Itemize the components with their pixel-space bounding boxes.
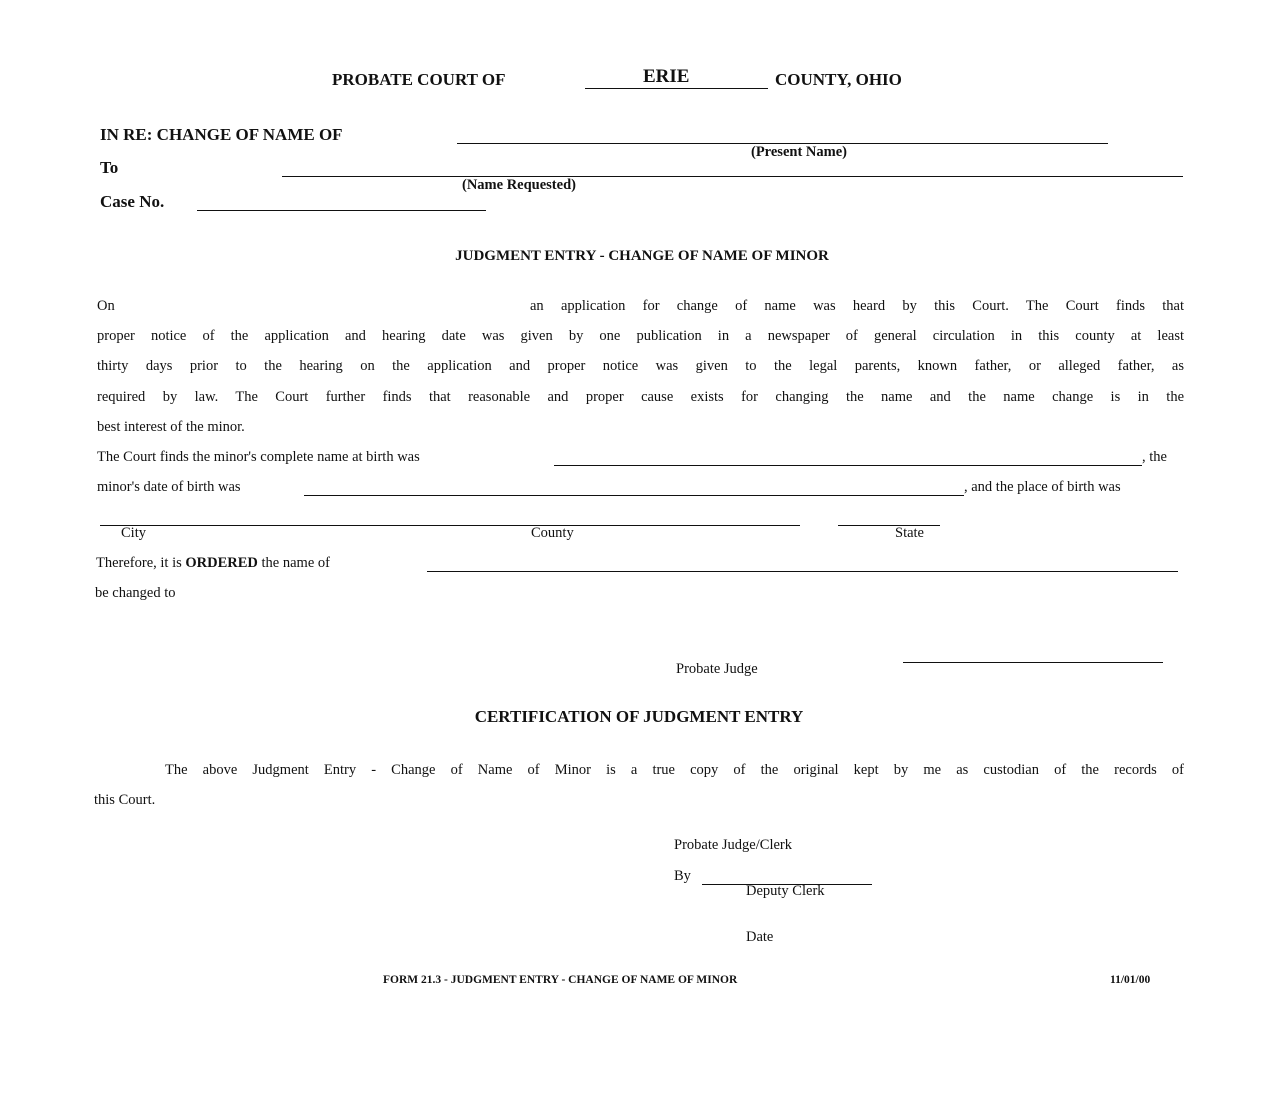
old-name-field[interactable] — [427, 571, 1178, 572]
to-label: To — [100, 158, 119, 177]
name-requested-field[interactable] — [282, 176, 1183, 177]
case-no-label: Case No. — [100, 192, 165, 211]
judge-signature-line[interactable] — [903, 662, 1163, 663]
by-label: By — [674, 868, 691, 884]
date-label: Date — [746, 929, 774, 945]
birth-name-label: The Court finds the minor's complete name at birth was — [97, 449, 420, 465]
present-name-caption: (Present Name) — [751, 144, 847, 160]
ordered-prefix: Therefore, it is — [96, 555, 182, 571]
on-label: On — [97, 298, 115, 314]
judgment-title: JUDGMENT ENTRY - CHANGE OF NAME OF MINOR — [455, 248, 829, 264]
in-re-label: IN RE: CHANGE OF NAME OF — [100, 125, 343, 144]
court-suffix: COUNTY, OHIO — [775, 70, 902, 89]
name-requested-caption: (Name Requested) — [462, 177, 576, 193]
city-caption: City — [121, 525, 146, 541]
certification-title: CERTIFICATION OF JUDGMENT ENTRY — [474, 707, 804, 726]
certification-line-1: The above Judgment Entry - Change of Name of Minor is a true copy of the original kept by me as custodian of the records of — [165, 762, 1184, 778]
birth-name-field[interactable] — [554, 465, 1142, 466]
judgment-line-1: an application for change of name was heard by this Court. The Court finds that — [530, 298, 1184, 314]
ordered-label — [96, 555, 330, 572]
case-no-field[interactable] — [197, 210, 486, 211]
state-caption: State — [895, 525, 924, 541]
birth-name-suffix: , the — [1142, 449, 1167, 465]
judgment-line-5: best interest of the minor. — [97, 419, 245, 435]
dob-label: minor's date of birth was — [97, 479, 241, 495]
dob-field[interactable] — [304, 495, 964, 496]
ordered-suffix: the name of — [261, 555, 330, 571]
certification-line-2: this Court. — [94, 792, 156, 808]
probate-judge-label: Probate Judge — [676, 661, 758, 677]
deputy-clerk-label: Deputy Clerk — [746, 883, 825, 899]
county-value[interactable]: ERIE — [643, 66, 690, 87]
county-caption: County — [531, 525, 574, 541]
state-field[interactable] — [838, 525, 940, 526]
judgment-line-2: proper notice of the application and hearing date was given by one publication in a newspaper of general circulation in this county at least — [97, 328, 1184, 344]
ordered-bold: ORDERED — [185, 555, 258, 571]
judge-clerk-label: Probate Judge/Clerk — [674, 837, 792, 853]
dob-suffix: , and the place of birth was — [964, 479, 1121, 495]
form-title: FORM 21.3 - JUDGMENT ENTRY - CHANGE OF NAME OF MINOR — [383, 974, 738, 986]
judgment-line-4: required by law. The Court further finds that reasonable and proper cause exists for changing the name and the name change is in the — [97, 389, 1184, 405]
judgment-line-3: thirty days prior to the hearing on the application and proper notice was given to the legal parents, known father, or alleged father, as — [97, 358, 1184, 374]
court-prefix: PROBATE COURT OF — [332, 70, 506, 89]
city-county-field[interactable] — [100, 525, 800, 526]
revision-date: 11/01/00 — [1110, 974, 1151, 986]
county-line — [585, 88, 768, 89]
changed-to-label: be changed to — [95, 585, 176, 601]
